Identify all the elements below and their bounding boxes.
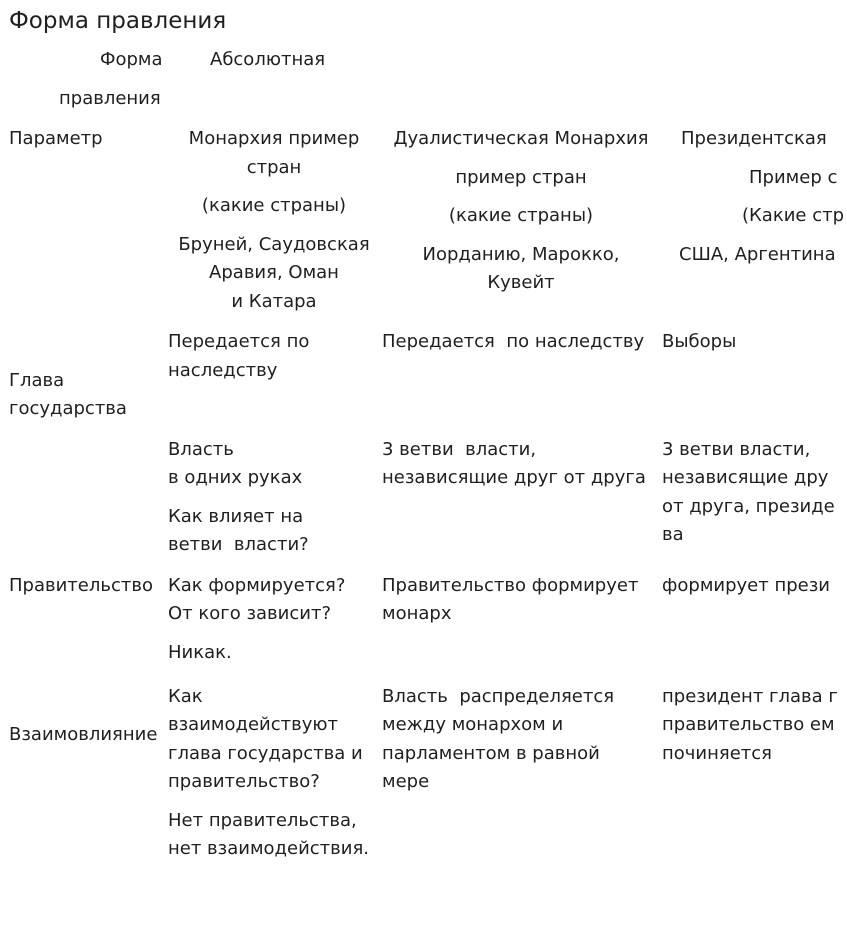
dual-head: Передается по наследству <box>382 331 645 352</box>
pres-head: Выборы <box>662 331 737 352</box>
dual-power-line2: независящие друг от друга <box>382 467 646 488</box>
abs-head-line2: наследству <box>168 360 278 381</box>
abs-monarchy-countries-line2: Аравия, Оман <box>209 262 339 283</box>
abs-monarchy-line3: (какие страны) <box>201 195 347 216</box>
abs-inter-line5: Нет правительства, <box>168 810 357 831</box>
abs-power-line2: в одних руках <box>168 467 303 488</box>
abs-inter-line2: взаимодействуют <box>168 714 338 735</box>
dual-gov-line1: Правительство формирует <box>382 575 639 596</box>
abs-power-line4: ветви власти? <box>168 534 309 555</box>
absolute-label: Абсолютная <box>210 49 326 70</box>
dual-inter-line4: мере <box>382 771 430 792</box>
form-label-line2: правления <box>59 88 161 109</box>
interaction-label: Взаимовлияние <box>9 724 158 745</box>
page-title: Форма правления <box>9 8 227 34</box>
form-label-line1: Форма <box>100 49 163 70</box>
dual-gov-line2: монарх <box>382 603 452 624</box>
presidential-line1: Президентская <box>681 128 827 149</box>
pres-power-line1: 3 ветви власти, <box>662 439 811 460</box>
pres-power-line3: от друга, президе <box>662 496 835 517</box>
abs-monarchy-countries-line1: Бруней, Саудовская <box>178 234 370 255</box>
abs-power-line3: Как влияет на <box>168 506 304 527</box>
pres-power-line4: ва <box>662 524 684 545</box>
abs-power-line1: Власть <box>168 439 234 460</box>
abs-head-line1: Передается по <box>168 331 310 352</box>
presidential-countries: США, Аргентина <box>679 244 836 265</box>
abs-inter-line3: глава государства и <box>168 743 363 764</box>
pres-power-line2: независящие дру <box>662 467 829 488</box>
dual-monarchy-line1: Дуалистическая Монархия <box>393 128 649 149</box>
dual-inter-line1: Власть распределяется <box>382 686 615 707</box>
head-of-state-label-line1: Глава <box>9 370 65 391</box>
abs-monarchy-line1: Монархия пример <box>188 128 360 149</box>
pres-inter-line2: правительство ем <box>662 714 835 735</box>
dual-power-line1: 3 ветви власти, <box>382 439 537 460</box>
presidential-line2: Пример с <box>749 167 838 188</box>
dual-monarchy-countries-line1: Иорданию, Марокко, <box>422 244 620 265</box>
param-label: Параметр <box>9 128 103 149</box>
abs-monarchy-line2: стран <box>246 157 302 178</box>
dual-inter-line2: между монархом и <box>382 714 564 735</box>
government-label: Правительство <box>9 575 153 596</box>
presidential-line3: (Какие стр <box>742 205 845 226</box>
abs-monarchy-countries-line3: и Катара <box>231 291 317 312</box>
dual-monarchy-line2: пример стран <box>455 167 587 188</box>
abs-gov-line2: От кого зависит? <box>168 603 331 624</box>
abs-gov-line1: Как формируется? <box>168 575 346 596</box>
dual-monarchy-line3: (какие страны) <box>448 205 594 226</box>
abs-gov-line3: Никак. <box>168 642 232 663</box>
abs-inter-line1: Как <box>168 686 203 707</box>
dual-inter-line3: парламентом в равной <box>382 743 600 764</box>
dual-monarchy-countries-line2: Кувейт <box>487 272 555 293</box>
pres-gov: формирует прези <box>662 575 831 596</box>
pres-inter-line1: президент глава г <box>662 686 838 707</box>
head-of-state-label-line2: государства <box>9 398 127 419</box>
pres-inter-line3: починяется <box>662 743 772 764</box>
abs-inter-line6: нет взаимодействия. <box>168 838 370 859</box>
abs-inter-line4: правительство? <box>168 771 320 792</box>
